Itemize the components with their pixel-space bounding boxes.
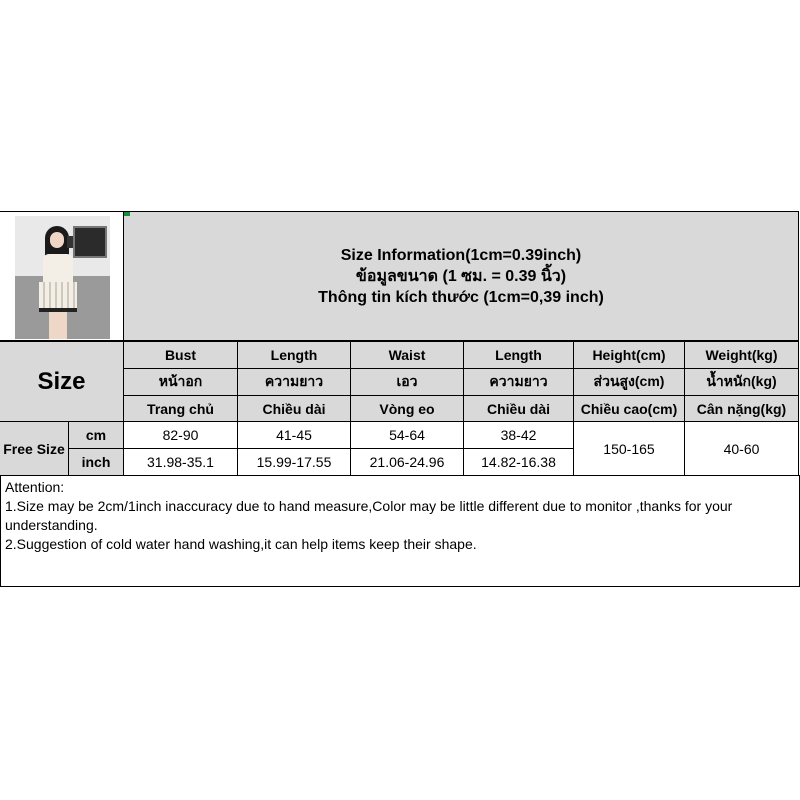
unit-inch: inch: [68, 448, 124, 476]
col-waist-th: เอว: [350, 368, 464, 396]
value-cell: 41-45: [237, 421, 351, 449]
unit-cm: cm: [68, 421, 124, 449]
col-length2-th: ความยาว: [463, 368, 574, 396]
corner-marker: [124, 212, 130, 216]
col-bust-vi: Trang chủ: [123, 395, 238, 422]
notes-line-2: 2.Suggestion of cold water hand washing,it can help items keep their shape.: [5, 536, 477, 552]
value-cell: 38-42: [463, 421, 574, 449]
height-value: 150-165: [573, 421, 685, 476]
col-weight-th: น้ำหนัก(kg): [684, 368, 799, 396]
col-weight-vi: Cân nặng(kg): [684, 395, 799, 422]
size-chart: [0, 212, 800, 588]
free-size-label: Free Size: [0, 421, 69, 476]
title-cell: [123, 211, 799, 341]
col-weight-en: Weight(kg): [684, 341, 799, 369]
col-length-vi: Chiều dài: [237, 395, 351, 422]
notes-heading: Attention:: [5, 479, 65, 495]
col-length2-vi: Chiều dài: [463, 395, 574, 422]
value-cell: 31.98-35.1: [123, 448, 238, 476]
col-height-th: ส่วนสูง(cm): [573, 368, 685, 396]
value-cell: 14.82-16.38: [463, 448, 574, 476]
col-waist-vi: Vòng eo: [350, 395, 464, 422]
weight-value: 40-60: [684, 421, 799, 476]
col-bust-en: Bust: [123, 341, 238, 369]
value-cell: 21.06-24.96: [350, 448, 464, 476]
value-cell: 82-90: [123, 421, 238, 449]
notes-line-1: 1.Size may be 2cm/1inch inaccuracy due to hand measure,Color may be little different due to monitor ,thanks for your understanding.: [5, 498, 733, 533]
col-bust-th: หน้าอก: [123, 368, 238, 396]
value-cell: 54-64: [350, 421, 464, 449]
title-english: Size Information(1cm=0.39inch): [340, 246, 582, 264]
product-photo: [15, 216, 110, 339]
attention-notes: [0, 475, 800, 587]
title-vietnamese: Thông tin kích thước (1cm=0,39 inch): [318, 288, 604, 306]
size-header: Size: [0, 341, 124, 422]
col-length-en: Length: [237, 341, 351, 369]
col-waist-en: Waist: [350, 341, 464, 369]
col-height-vi: Chiều cao(cm): [573, 395, 685, 422]
col-height-en: Height(cm): [573, 341, 685, 369]
col-length2-en: Length: [463, 341, 574, 369]
col-length-th: ความยาว: [237, 368, 351, 396]
value-cell: 15.99-17.55: [237, 448, 351, 476]
title-thai: ข้อมูลขนาด (1 ซม. = 0.39 นิ้ว): [355, 267, 567, 285]
